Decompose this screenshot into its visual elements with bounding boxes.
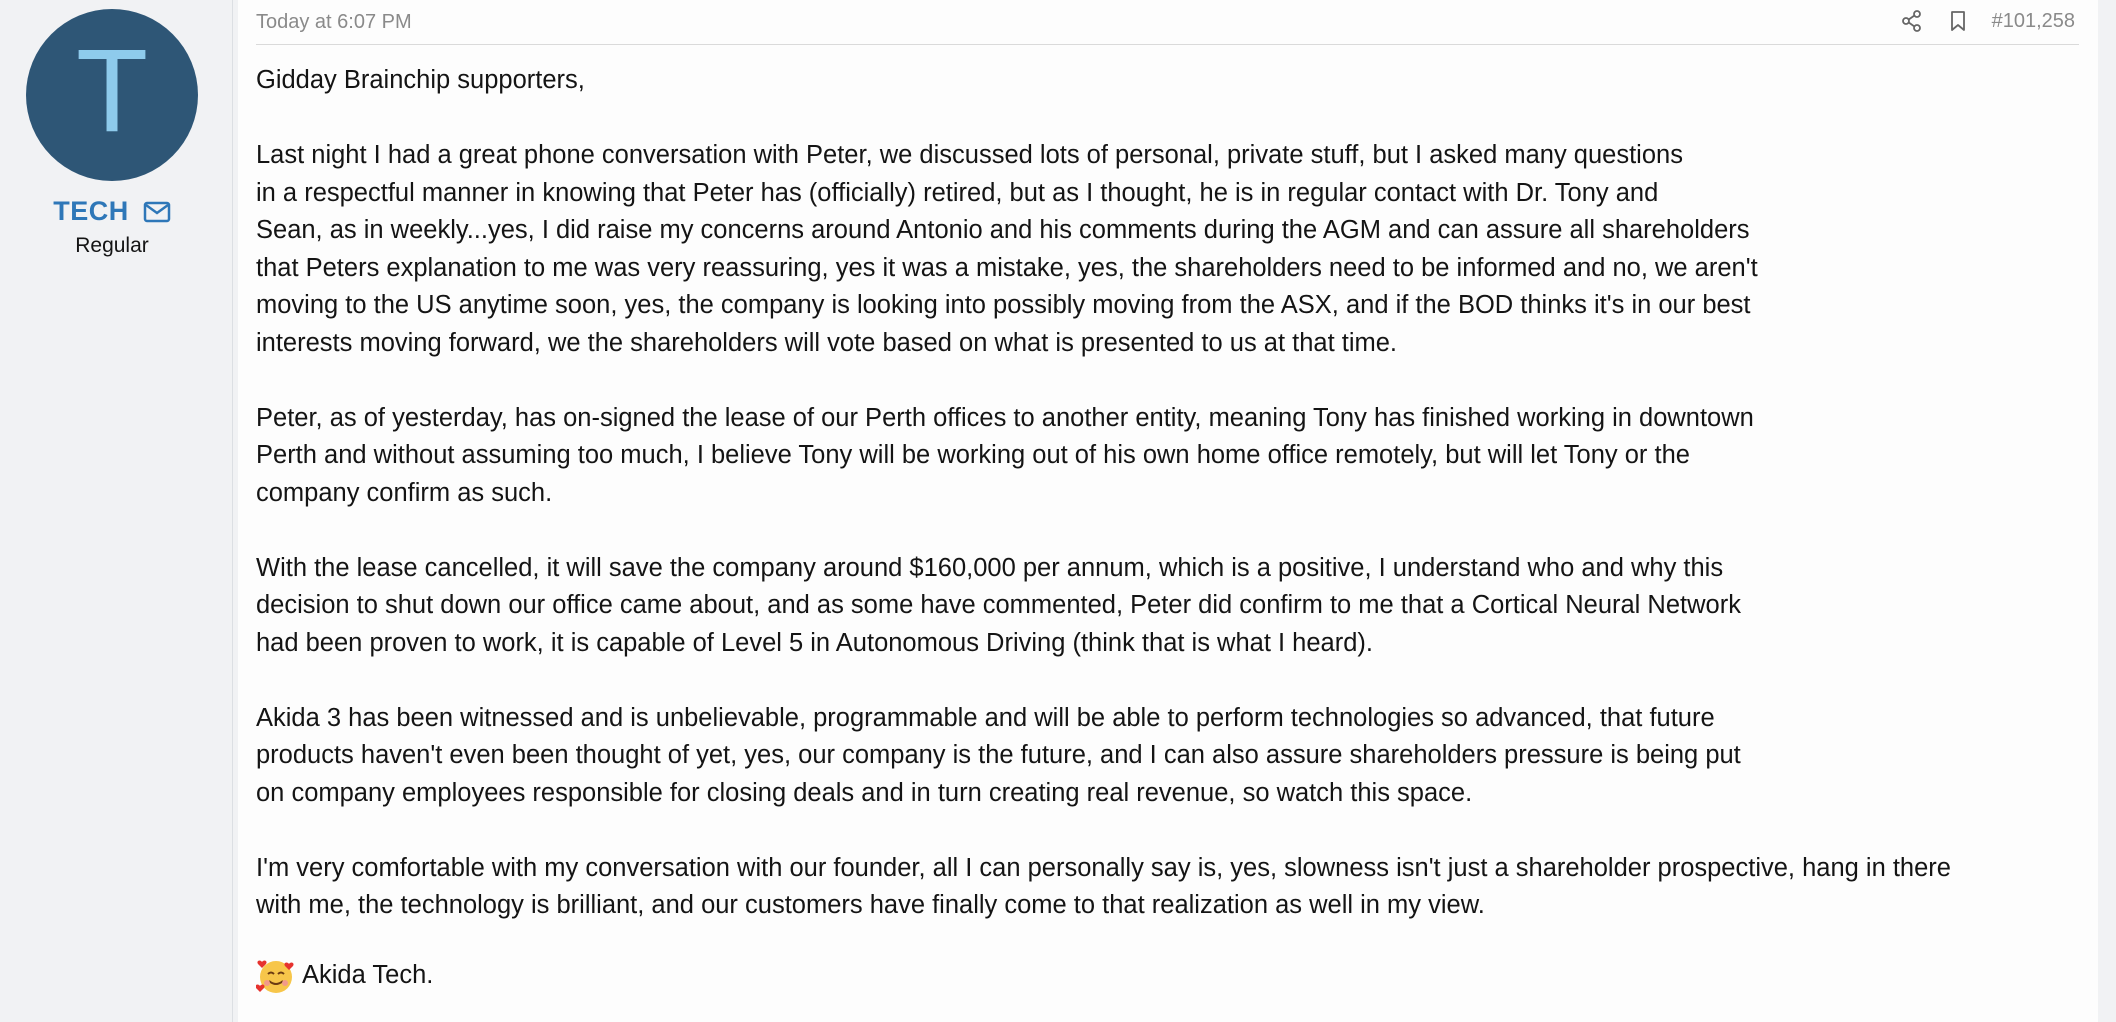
mail-icon[interactable] — [143, 201, 171, 223]
bookmark-icon[interactable] — [1946, 9, 1970, 33]
paragraph-line: in a respectful manner in knowing that Peter has (officially) retired, but as I thought, he is in regular contact with Dr. Tony and — [256, 178, 1659, 207]
avatar[interactable] — [26, 9, 198, 181]
scrollbar[interactable] — [2102, 0, 2116, 1022]
paragraph-4 — [256, 700, 2086, 813]
user-sidebar — [0, 0, 233, 1022]
post-header — [256, 0, 2079, 45]
paragraph-3 — [256, 550, 2086, 663]
paragraph-line: on company employees responsible for closing deals and in turn creating real revenue, so watch this space. — [256, 778, 1473, 807]
user-name-row — [0, 196, 224, 227]
post-actions — [1900, 9, 2075, 33]
paragraph-line: with me, the technology is brilliant, and our customers have finally come to that realization as well in my view. — [256, 891, 1485, 919]
paragraph-2 — [256, 400, 2086, 513]
post-content — [256, 62, 2086, 996]
paragraph-line: company confirm as such. — [256, 478, 553, 507]
paragraph-line: decision to shut down our office came about, and as some have commented, Peter did confirm to me that a Cortical Neural Network — [256, 591, 1741, 619]
paragraph-line: Last night I had a great phone conversation with Peter, we discussed lots of personal, private stuff, but I asked many questions — [256, 141, 1683, 169]
avatar-letter: T — [75, 25, 149, 157]
signature — [256, 956, 2086, 996]
paragraph-line: had been proven to work, it is capable of Level 5 in Autonomous Driving (think that is what I heard). — [256, 628, 1373, 657]
paragraph-line: products haven't even been thought of yet, yes, our company is the future, and I can also assure shareholders pressure is being put — [256, 741, 1741, 769]
user-title: Regular — [75, 234, 149, 257]
paragraph-line: Sean, as in weekly...yes, I did raise my concerns around Antonio and his comments during the AGM and can assure all shareholders — [256, 216, 1750, 244]
username-link[interactable]: TECH — [53, 196, 129, 226]
paragraph-line: interests moving forward, we the shareholders will vote based on what is presented to us at that time. — [256, 328, 1398, 357]
post-number-link[interactable]: #101,258 — [1991, 9, 2075, 32]
post-body — [238, 0, 2098, 1022]
greeting-text: Gidday Brainchip supporters, — [256, 66, 585, 94]
paragraph-line: I'm very comfortable with my conversation with our founder, all I can personally say is, yes, slowness isn't just a shareholder prospective, hang in there — [256, 853, 1951, 882]
smiling-face-with-hearts-icon — [256, 956, 296, 996]
paragraph-line: Peter, as of yesterday, has on-signed the lease of our Perth offices to another entity, meaning Tony has finished working in downtown — [256, 403, 1754, 432]
paragraph-line: that Peters explanation to me was very reassuring, yes it was a mistake, yes, the shareholders need to be informed and no, we aren't — [256, 253, 1758, 282]
share-icon[interactable] — [1900, 9, 1924, 33]
paragraph-line: Perth and without assuming too much, I believe Tony will be working out of his own home office remotely, but will let Tony or the — [256, 441, 1690, 469]
paragraph-line: Akida 3 has been witnessed and is unbelievable, programmable and will be able to perform technologies so advanced, that future — [256, 703, 1715, 732]
post-timestamp[interactable]: Today at 6:07 PM — [256, 11, 412, 33]
signature-text: Akida Tech. — [302, 961, 434, 990]
paragraph-1 — [256, 137, 2086, 362]
paragraph-line: With the lease cancelled, it will save the company around $160,000 per annum, which is a positive, I understand who and why this — [256, 553, 1724, 582]
paragraph-5 — [256, 850, 2086, 925]
paragraph-line: moving to the US anytime soon, yes, the company is looking into possibly moving from the ASX, and if the BOD thinks it's in our best — [256, 291, 1751, 319]
